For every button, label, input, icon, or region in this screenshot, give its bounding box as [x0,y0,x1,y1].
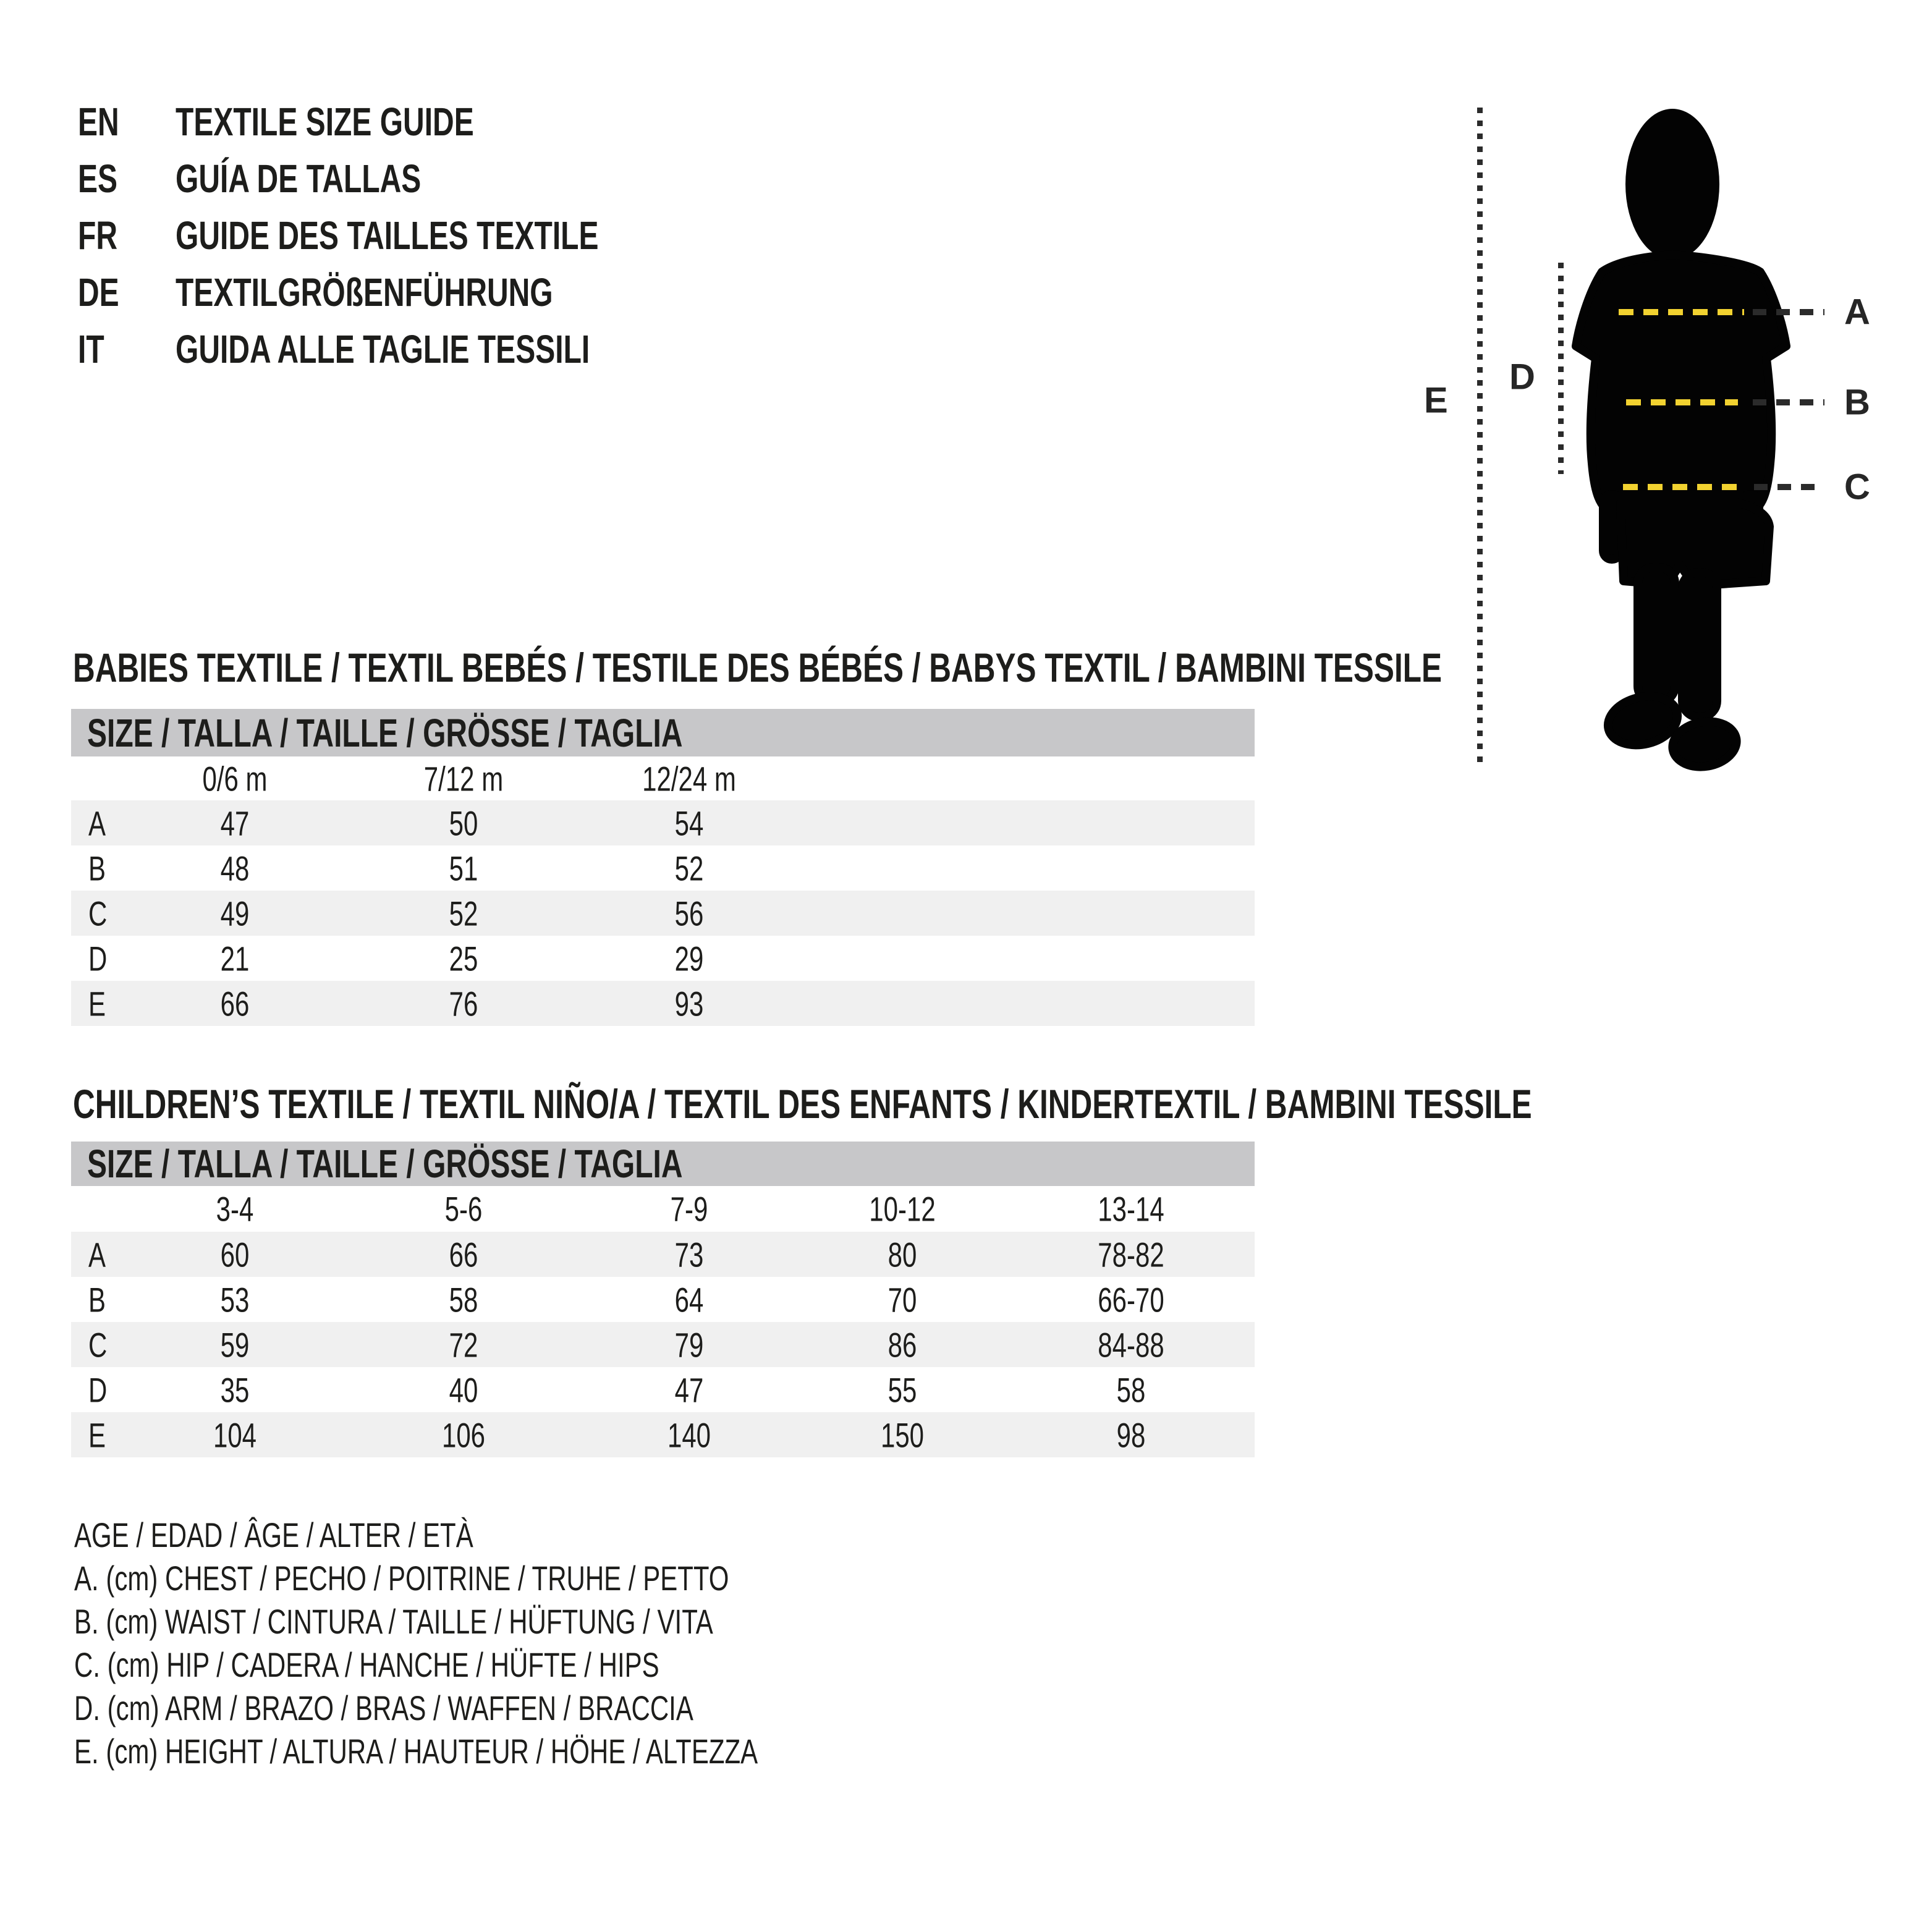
row-label: D [88,1370,108,1409]
legend-height: E. (cm) HEIGHT / ALTURA / HAUTEUR / HÖHE / ALTEZZA [74,1731,758,1771]
row-label: D [88,939,108,978]
lang-code-de: DE [78,270,119,315]
cell-value: 51 [449,849,478,888]
children-size-table [71,1142,1255,1457]
table-row [71,1232,1255,1277]
cell-value: 84-88 [1098,1325,1164,1364]
cell-value: 47 [674,1370,704,1409]
lang-code-it: IT [78,327,104,371]
hip-measure-line [1623,484,1745,490]
cell-value: 104 [213,1415,257,1454]
row-label: E [88,984,106,1023]
cell-value: 70 [888,1280,917,1319]
table-row [71,1322,1255,1367]
row-label: C [88,894,108,933]
babies-col-header: 7/12 m [423,759,504,798]
waist-measure-leader [1753,399,1824,405]
lang-title-en: TEXTILE SIZE GUIDE [176,100,474,144]
row-label: A [88,1235,106,1274]
cell-value: 52 [674,849,704,888]
babies-size-header-text: SIZE / TALLA / TAILLE / GRÖSSE / TAGLIA [87,710,683,755]
cell-value: 58 [1116,1370,1146,1409]
children-size-header-bar [71,1142,1255,1186]
hip-label: C [1844,467,1870,507]
cell-value: 66-70 [1098,1280,1164,1319]
children-heading-text: CHILDREN’S TEXTILE / TEXTIL NIÑO/A / TEXTIL DES ENFANTS / KINDERTEXTIL / BAMBINI TESSILE [73,1081,1532,1127]
row-label: A [88,803,106,842]
row-label: B [88,849,106,888]
cell-value: 76 [449,984,478,1023]
lang-title-it: GUIDA ALLE TAGLIE TESSILI [176,327,590,371]
cell-value: 93 [674,984,704,1023]
measurement-legend [74,1513,986,1773]
cell-value: 64 [674,1280,704,1319]
children-col-header: 10-12 [869,1189,936,1229]
chest-label: A [1844,292,1870,333]
row-label: C [88,1325,108,1364]
cell-value: 79 [674,1325,704,1364]
children-section-heading [73,1082,1932,1126]
cell-value: 60 [220,1235,250,1274]
lang-row-fr [78,207,740,264]
lang-row-it [78,321,740,378]
table-row [71,936,1255,981]
cell-value: 40 [449,1370,478,1409]
cell-value: 47 [220,803,250,842]
lang-title-de: TEXTILGRÖßENFÜHRUNG [176,270,553,315]
babies-col-header: 12/24 m [642,759,736,798]
row-label: E [88,1415,106,1454]
legend-hip: C. (cm) HIP / CADERA / HANCHE / HÜFTE / HIPS [74,1645,659,1684]
cell-value: 66 [449,1235,478,1274]
children-col-header: 7-9 [670,1189,708,1229]
cell-value: 35 [220,1370,250,1409]
cell-value: 73 [674,1235,704,1274]
table-row [71,891,1255,936]
table-row [71,1367,1255,1412]
children-size-header-text: SIZE / TALLA / TAILLE / GRÖSSE / TAGLIA [87,1142,683,1186]
arm-label: D [1509,357,1535,397]
cell-value: 54 [674,803,704,842]
lang-code-en: EN [78,100,119,144]
children-col-header: 3-4 [216,1189,254,1229]
table-row [71,1412,1255,1457]
cell-value: 80 [888,1235,917,1274]
cell-value: 150 [880,1415,925,1454]
chest-measure-leader [1753,309,1824,315]
cell-value: 48 [220,849,250,888]
legend-arm: D. (cm) ARM / BRAZO / BRAS / WAFFEN / BRACCIA [74,1688,693,1727]
children-col-header: 5-6 [444,1189,483,1229]
cell-value: 86 [888,1325,917,1364]
height-label: E [1424,380,1448,421]
cell-value: 140 [667,1415,711,1454]
cell-value: 58 [449,1280,478,1319]
lang-code-fr: FR [78,213,117,258]
cell-value: 50 [449,803,478,842]
row-label: B [88,1280,106,1319]
lang-code-es: ES [78,156,118,201]
waist-measure-line [1626,399,1738,405]
legend-chest: A. (cm) CHEST / PECHO / POITRINE / TRUHE / PETTO [74,1558,729,1598]
cell-value: 72 [449,1325,478,1364]
babies-col-header: 0/6 m [202,759,268,798]
table-row [71,1277,1255,1322]
babies-column-header-row [71,756,1255,800]
cell-value: 49 [220,894,250,933]
cell-value: 98 [1116,1415,1146,1454]
legend-age: AGE / EDAD / ÂGE / ALTER / ETÀ [74,1515,473,1554]
cell-value: 52 [449,894,478,933]
cell-value: 66 [220,984,250,1023]
waist-label: B [1844,382,1870,423]
cell-value: 21 [220,939,250,978]
cell-value: 29 [674,939,704,978]
children-col-header: 13-14 [1098,1189,1164,1229]
babies-heading-text: BABIES TEXTILE / TEXTIL BEBÉS / TESTILE DES BÉBÉS / BABYS TEXTIL / BAMBINI TESSILE [73,645,1442,690]
lang-title-es: GUÍA DE TALLAS [176,156,422,201]
cell-value: 78-82 [1098,1235,1164,1274]
babies-size-header-bar [71,709,1255,756]
table-row [71,981,1255,1026]
table-row [71,845,1255,891]
arm-measure-line [1558,263,1564,474]
cell-value: 55 [888,1370,917,1409]
table-row [71,800,1255,845]
lang-row-en [78,93,740,150]
legend-waist: B. (cm) WAIST / CINTURA / TAILLE / HÜFTUNG / VITA [74,1601,713,1641]
babies-section-heading [73,645,1898,690]
language-title-block [78,93,740,378]
chest-measure-line [1619,309,1744,315]
cell-value: 56 [674,894,704,933]
children-column-header-row [71,1186,1255,1232]
babies-size-table [71,709,1255,1026]
lang-row-es [78,150,740,207]
cell-value: 59 [220,1325,250,1364]
cell-value: 53 [220,1280,250,1319]
cell-value: 106 [441,1415,486,1454]
lang-title-fr: GUIDE DES TAILLES TEXTILE [176,213,599,258]
cell-value: 25 [449,939,478,978]
lang-row-de [78,264,740,321]
hip-measure-leader [1754,484,1824,490]
